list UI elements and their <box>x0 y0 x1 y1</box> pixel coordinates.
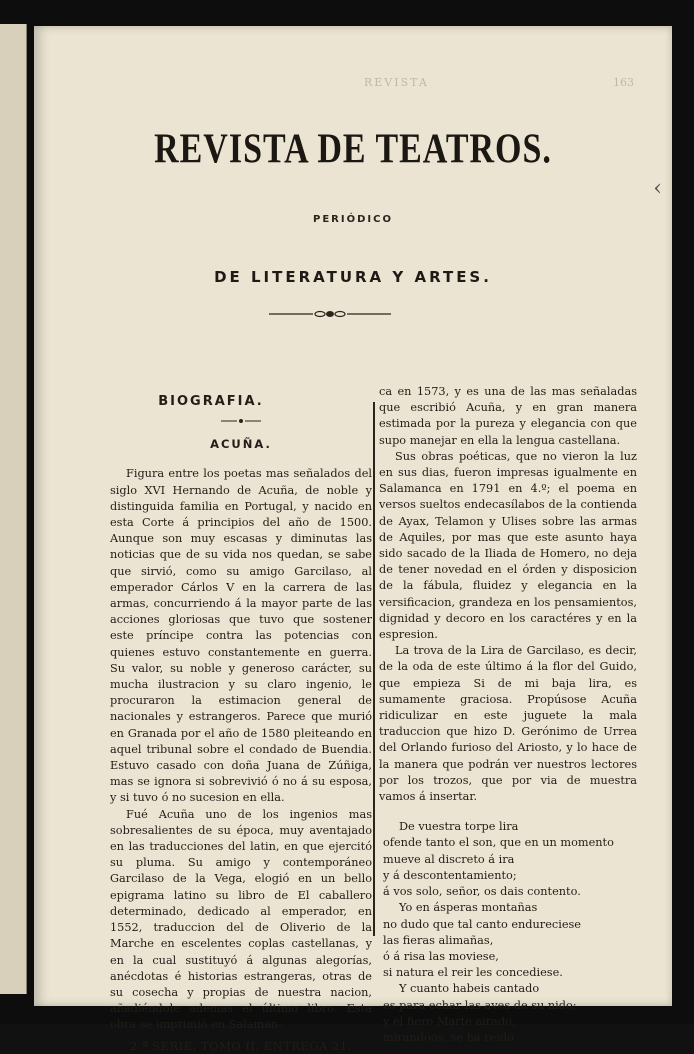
page <box>34 26 672 1053</box>
column-rule <box>373 402 375 936</box>
poem-line: es para echar las aves de su nido; <box>383 998 577 1012</box>
poem-line: ó á risa las moviese, <box>383 949 499 963</box>
paragraph: Figura entre los poetas mas señalados del siglo XVI Hernando de Acuña, de noble y distinguida familia en Portugal, y nacido en esta Corte á principios del año de 1500. Aunque son muy escasas y diminutas las noticias que de su vida nos quedan, se sabe que sirvió, como su amigo Garcilaso, al emperador Cárlos V en la carrera de las armas, concurriendo á la mayor parte de las acciones gloriosas que tuvo que sostener este príncipe contra las potencias con quienes estuvo constantemente en guerra. Su valor, su noble y generoso carácter, su mucha ilustracion y su claro ingenio, le procuraron la estimacion general de nacionales y estrangeros. Parece que murió en Granada por el año de 1580 pleiteando en aquel tribunal sobre el condado de Buendia. Estuvo casado con doña Juana de Zúñiga, mas se ignora si sobrevivió ó no á su esposa, y si tuvo ó no sucesion en ella. <box>110 467 372 805</box>
poem-line: De vuestra torpe lira <box>399 820 519 834</box>
poem <box>379 819 637 1046</box>
poem-line: mueve al discreto á ira <box>383 852 515 866</box>
article-subject: ACUÑA. <box>210 437 272 452</box>
poem-line: Y cuanto habeis cantado <box>399 982 540 996</box>
masthead-subtitle: DE LITERATURA Y ARTES. <box>214 268 492 286</box>
poem-line: ofende tanto el son, que en un momento <box>383 836 614 850</box>
paragraph: Sus obras poéticas, que no vieron la luz en sus dias, fueron impresas igualmente en Salamanca en 1791 en 4.º; el poema en versos sueltos endecasílabos de la contienda de Ayax, Telamon y Ulises sobre las armas de Aquiles, por mas que este asunto haya sido sacado de la Iliada de Homero, no deja de tener novedad en el órden y disposicion de la fábula, fluidez y elegancia en la versificacion, grandeza en los pensamientos, dignidad y decoro en los caractéres y en la espresion. <box>379 449 637 642</box>
poem-line: no dudo que tal canto endureciese <box>383 917 581 931</box>
masthead-subtitle-small: PERIÓDICO <box>313 214 393 225</box>
running-head-title: REVISTA <box>364 76 429 89</box>
poem-line: si natura el reir les concediese. <box>383 966 563 980</box>
poem-line: y á descontentamiento; <box>383 868 517 882</box>
poem-line: mirandoos, se ha reido <box>383 1030 514 1044</box>
poem-line: Yo en ásperas montañas <box>399 901 538 915</box>
running-head <box>114 76 634 96</box>
paragraph: Fué Acuña uno de los ingenios mas sobresalientes de su época, muy aventajado en las traducciones del latin, en que ejercitó su pluma. Su amigo y contemporáneo Garcilaso de la Vega, elogió en un bello epigrama latino su libro de El caballero determinado, dedicado al emperador, en 1552, traduccion del de Oliverio de la Marche en escelentes coplas castellanas, y en la cual sustituyó á algunas alegorías, anécdotas é historias estrangeras, otras de su cosecha y propias de nuestra nacion, añadiéndole ademas el último libro. Esta obra se imprimió en Salaman- <box>110 807 372 1032</box>
masthead-title: REVISTA DE TEATROS. <box>154 126 552 173</box>
poem-line: las fieras alimañas, <box>383 933 494 947</box>
left-page-edge <box>0 24 27 994</box>
section-rule <box>221 418 261 424</box>
paragraph: ca en 1573, y es una de las mas señaladas que escribió Acuña, y en gran manera estimada por la pureza y elegancia con que supo manejar en ella la lengua castellana. <box>379 385 637 447</box>
poem-line: á vos solo, señor, os dais contento. <box>383 885 581 899</box>
poem-line: y el fiero Marte airado, <box>383 1014 516 1028</box>
paragraph: La trova de la Lira de Garcilaso, es decir, de la oda de este último á la flor del Guido, que empieza Si de mi baja lira, es sumamente graciosa. Propúsose Acuña ridiculizar en este juguete la mala traduccion que hizo D. Gerónimo de Urrea del Orlando furioso del Ariosto, y lo hace de la manera que podrán ver nuestros lectores por los trozos, que por via de muestra vamos á insertar. <box>379 644 637 804</box>
page-number: 163 <box>613 76 634 89</box>
right-column <box>379 384 637 1046</box>
page-edge-mark: ‹ <box>653 176 662 201</box>
section-heading: BIOGRAFIA. <box>158 394 264 409</box>
issue-signature: 2.ª SERIE, TOMO II, ENTREGA 21. <box>130 1038 352 1053</box>
ornament-divider <box>269 310 391 318</box>
left-column <box>110 392 372 1054</box>
